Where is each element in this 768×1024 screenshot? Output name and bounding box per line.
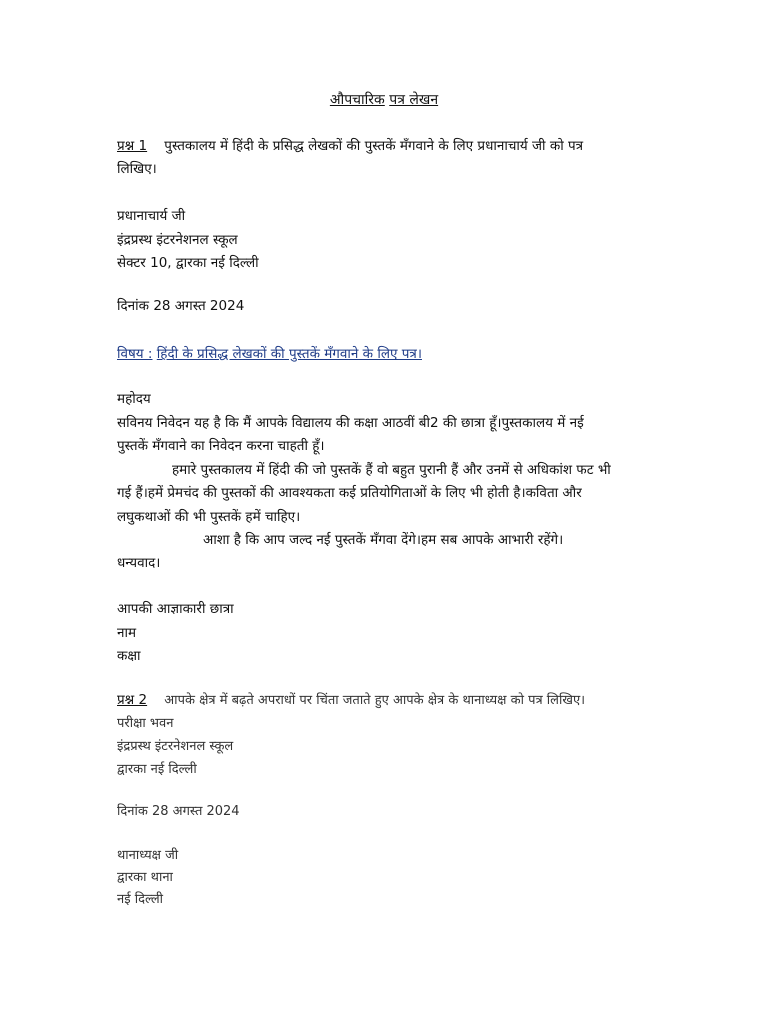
body-line: आशा है कि आप जल्द नई पुस्तकें मँगवा देंगे।हम सब आपके आभारी रहेंगे।: [203, 532, 564, 548]
title-part-2: पत्र लेखन: [389, 92, 439, 108]
sender-line: परीक्षा भवन: [117, 716, 174, 731]
letter-date: दिनांक 28 अगस्त 2024: [117, 298, 245, 314]
recipient2-line: थानाध्यक्ष जी: [117, 848, 179, 863]
salutation: महोदय: [117, 391, 151, 407]
question-1: [117, 137, 583, 155]
title-part-1: औपचारिक: [329, 92, 385, 108]
question-2-text: आपके क्षेत्र में बढ़ते अपराधों पर चिंता जताते हुए आपके क्षेत्र के थानाध्यक्ष को पत्र लिखिए।: [164, 693, 586, 708]
body-line: गई हैं।हमें प्रेमचंद की पुस्तकों की आवश्यकता कई प्रतियोगिताओं के लिए भी होती है।कविता और: [117, 485, 582, 501]
body-line: सविनय निवेदन यह है कि मैं आपके विद्यालय की कक्षा आठवीं बी2 की छात्रा हूँ।पुस्तकालय में नई: [117, 415, 584, 431]
body-line: पुस्तकें मँगवाने का निवेदन करना चाहती हूँ।: [117, 438, 325, 454]
recipient-line: इंद्रप्रस्थ इंटरनेशनल स्कूल: [117, 232, 238, 248]
closing-line: कक्षा: [117, 648, 141, 664]
closing-line: आपकी आज्ञाकारी छात्रा: [117, 601, 234, 617]
body-line: हमारे पुस्तकालय में हिंदी की जो पुस्तकें हैं वो बहुत पुरानी हैं और उनमें से अधिकांश फट भी: [172, 462, 611, 478]
page-title: [0, 91, 768, 109]
question-1-text: पुस्तकालय में हिंदी के प्रसिद्ध लेखकों की पुस्तकें मँगवाने के लिए प्रधानाचार्य जी को पत्र: [164, 138, 584, 154]
closing-line: नाम: [117, 625, 137, 641]
recipient2-line: द्वारका थाना: [117, 870, 173, 885]
recipient-line: प्रधानाचार्य जी: [117, 208, 186, 224]
recipient2-line: नई दिल्ली: [117, 892, 164, 907]
subject-label: विषय :: [117, 346, 153, 362]
letter-subject: [117, 345, 422, 363]
sender-line: द्वारका नई दिल्ली: [117, 762, 197, 777]
question-2-label: प्रश्न 2: [117, 692, 148, 708]
body-line: लघुकथाओं की भी पुस्तकें हमें चाहिए।: [117, 509, 301, 525]
question-1-text-cont: लिखिए।: [117, 161, 157, 177]
sender-line: इंद्रप्रस्थ इंटरनेशनल स्कूल: [117, 739, 234, 754]
question-2: [117, 691, 585, 710]
letter-date-2: दिनांक 28 अगस्त 2024: [117, 804, 240, 819]
thanks-line: धन्यवाद।: [117, 555, 161, 571]
question-1-label: प्रश्न 1: [117, 138, 148, 154]
subject-text: हिंदी के प्रसिद्ध लेखकों की पुस्तकें मँगवाने के लिए पत्र।: [156, 346, 422, 362]
recipient-line: सेक्टर 10, द्वारका नई दिल्ली: [117, 255, 259, 271]
